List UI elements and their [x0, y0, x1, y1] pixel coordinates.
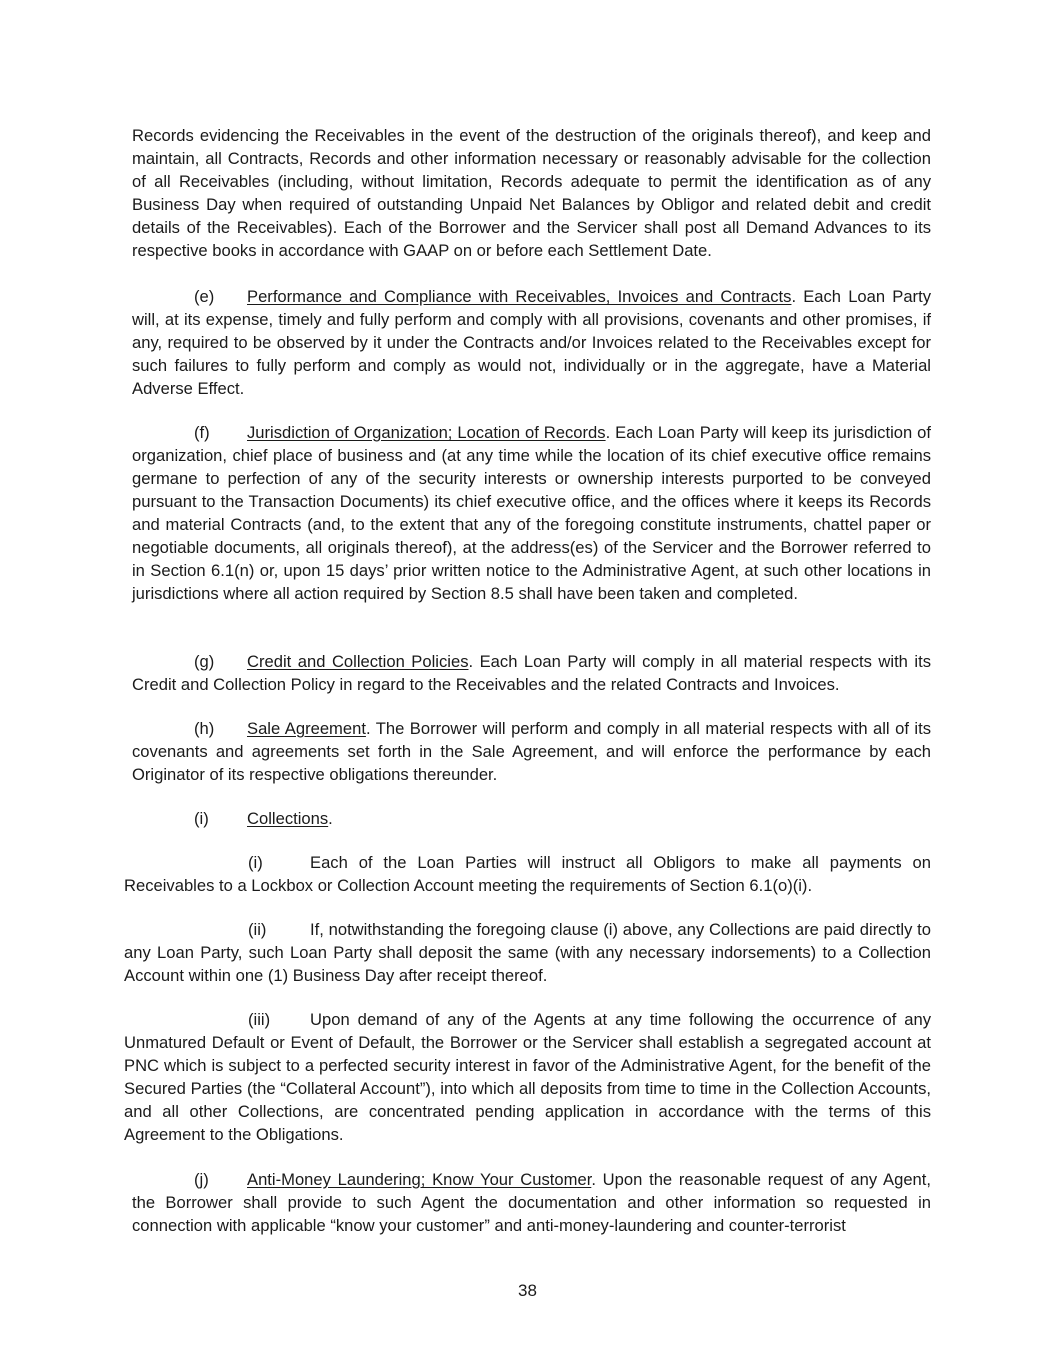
paragraph-f	[132, 421, 931, 605]
page-number: 38	[518, 1281, 537, 1300]
paragraph-d-continuation: Records evidencing the Receivables in the event of the destruction of the originals thereof), and keep and maintain, all Contracts, Records and other information necessary or reasonably advisable for the collection of all Receivables (including, without limitation, Records adequate to permit the identification as of any Business Day when required of outstanding Unpaid Net Balances by Obligor and related debit and credit details of the Receivables). Each of the Borrower and the Servicer shall post all Demand Advances to its respective books in accordance with GAAP on or before each Settlement Date.	[132, 126, 931, 260]
clause-marker: (ii)	[248, 920, 267, 939]
clause-marker: (e)	[194, 287, 215, 306]
section-heading: Credit and Collection Policies	[247, 652, 469, 671]
paragraph-e	[132, 285, 931, 400]
paragraph-body: . Each Loan Party will comply in all material respects with its Credit and Collection Policy in regard to the Receivables and the related Contracts and Invoices.	[132, 652, 932, 694]
clause-marker: (i)	[194, 809, 209, 828]
section-heading: Performance and Compliance with Receivables, Invoices and Contracts	[247, 287, 792, 306]
paragraph-body: . The Borrower will perform and comply in all material respects with all of its covenants and agreements set forth in the Sale Agreement, and will enforce the performance by each Originator of its respective obligations thereunder.	[132, 719, 931, 784]
section-heading: Jurisdiction of Organization; Location of Records	[247, 423, 606, 442]
paragraph-body: .	[328, 809, 333, 828]
clause-marker: (h)	[194, 719, 215, 738]
paragraph-body: . Each Loan Party will, at its expense, timely and fully perform and comply with all provisions, covenants and other promises, if any, required to be observed by it under the Contracts and/or Invoices related to the Receivables except for such failures to fully perform and comply as would not, individually or in the aggregate, have a Material Adverse Effect.	[132, 287, 931, 398]
paragraph-body: Upon demand of any of the Agents at any time following the occurrence of any Unmatured Default or Event of Default, the Borrower or the Servicer shall establish a segregated account at PNC which is subject to a perfected security interest in favor of the Administrative Agent, for the benefit of the Secured Parties (the “Collateral Account”), into which all deposits from time to time in the Collection Accounts, and all other Collections, are concentrated pending application in accordance with the terms of this Agreement to the Obligations.	[124, 1010, 931, 1144]
clause-marker: (iii)	[248, 1010, 271, 1029]
section-heading: Collections	[247, 809, 329, 828]
paragraph-i-ii	[124, 918, 931, 987]
clause-marker: (i)	[248, 853, 263, 872]
clause-marker: (f)	[194, 423, 210, 442]
paragraph-i-iii	[124, 1008, 931, 1146]
clause-marker: (j)	[194, 1170, 209, 1189]
section-heading: Sale Agreement	[247, 719, 366, 738]
paragraph-i	[132, 807, 931, 830]
paragraph-body: If, notwithstanding the foregoing clause (i) above, any Collections are paid directly to any Loan Party, such Loan Party shall deposit the same (with any necessary indorsements) to a Collection Account within one (1) Business Day after receipt thereof.	[124, 920, 931, 985]
paragraph-j	[132, 1168, 931, 1237]
paragraph-h	[132, 717, 931, 786]
paragraph-body: . Each Loan Party will keep its jurisdiction of organization, chief place of business and (at any time while the location of its chief executive office remains germane to perfection of any of the security interests or ownership interests purported to be conveyed pursuant to the Transaction Documents) its chief executive office, and the offices where it keeps its Records and material Contracts (and, to the extent that any of the foregoing constitute instruments, chattel paper or negotiable documents, all originals thereof), at the address(es) of the Servicer and the Borrower referred to in Section 6.1(n) or, upon 15 days’ prior written notice to the Administrative Agent, at such other locations in jurisdictions where all action required by Section 8.5 shall have been taken and completed.	[132, 423, 932, 603]
clause-marker: (g)	[194, 652, 215, 671]
paragraph-i-i	[124, 851, 931, 897]
paragraph-g	[132, 650, 931, 696]
paragraph-body: Each of the Loan Parties will instruct all Obligors to make all payments on Receivables to a Lockbox or Collection Account meeting the requirements of Section 6.1(o)(i).	[124, 853, 931, 895]
paragraph-body: . Upon the reasonable request of any Agent, the Borrower shall provide to such Agent the documentation and other information so requested in connection with applicable “know your customer” and anti-money-laundering and counter-terrorist	[132, 1170, 931, 1235]
section-heading: Anti-Money Laundering; Know Your Customer	[247, 1170, 592, 1189]
